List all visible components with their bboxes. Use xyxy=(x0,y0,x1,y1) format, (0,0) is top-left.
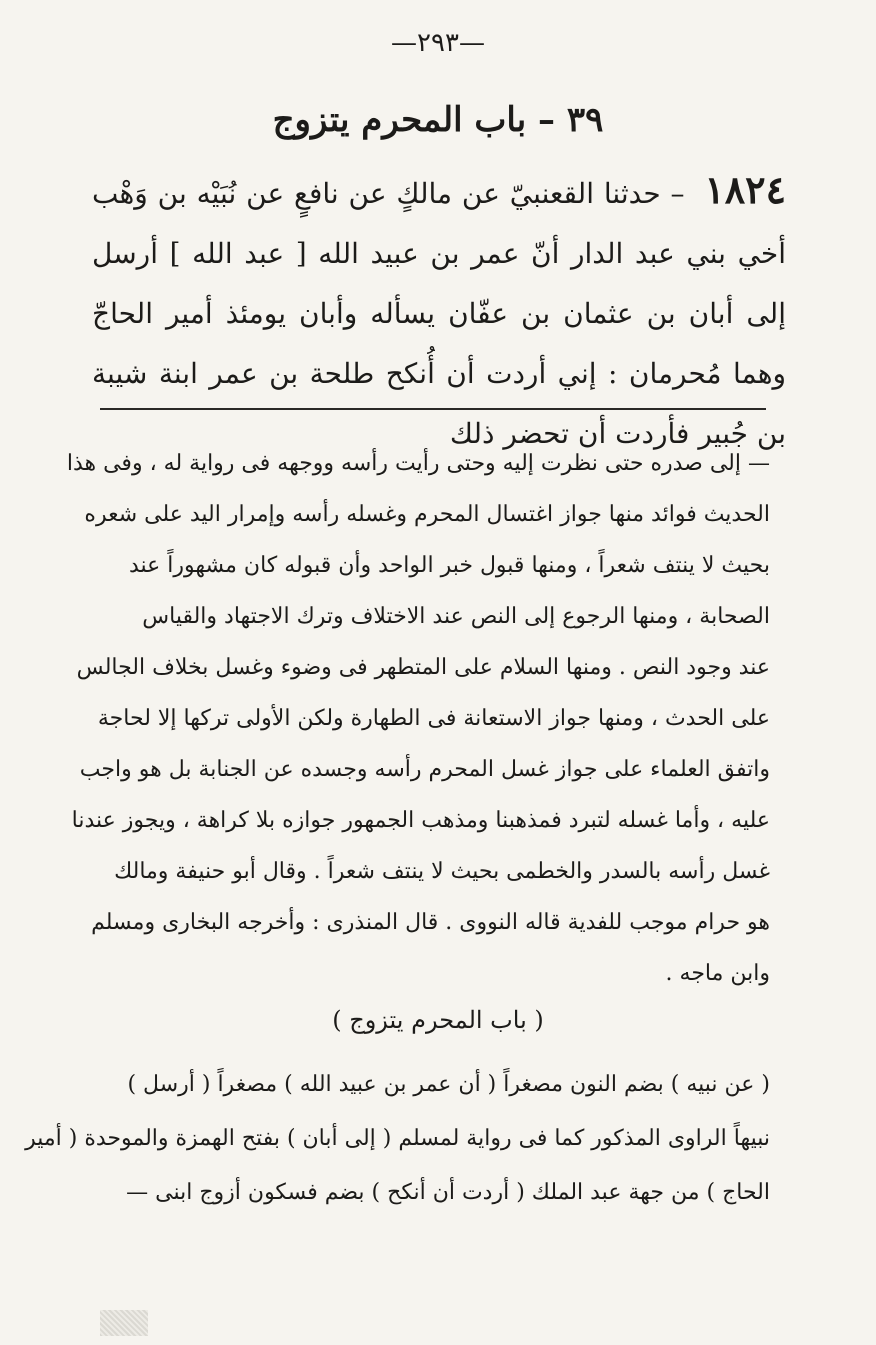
chapter-heading: ٣٩ – باب المحرم يتزوج xyxy=(272,100,604,140)
explanation-block xyxy=(25,1058,770,1220)
commentary-line: واتفق العلماء على جواز غسل المحرم رأسه وجسده عن الجنابة بل هو واجب xyxy=(79,757,770,782)
hadith-text: – حدثنا القعنبيّ عن مالكٍ عن نافعٍ عن نُبَيْه بن وَهْب أخي بني عبد الدار أنّ عمر بن عبيد الله [ عبد الله ] أرسل إلى أبان بن عثمان بن عفّان يسأله وأبان يومئذ أمير الحاجّ وهما مُحرمان : إني أردت أن أُنكح طلحة بن عمر ابنة شيبة بن جُبير فأردت أن تحضر ذلك xyxy=(92,177,786,450)
hadith-text-block xyxy=(92,160,786,464)
footnote-divider xyxy=(100,408,766,410)
commentary-line: عليه ، وأما غسله لتبرد فمذهبنا ومذهب الجمهور جوازه بلا كراهة ، ويجوز عندنا xyxy=(71,808,770,833)
commentary-line: غسل رأسه بالسدر والخطمى بحيث لا ينتف شعراً . وقال أبو حنيفة ومالك xyxy=(114,859,770,884)
commentary-block xyxy=(66,438,770,999)
commentary-line: وابن ماجه . xyxy=(665,961,770,986)
explanation-line: نبيهاً الراوى المذكور كما فى رواية لمسلم ( إلى أبان ) بفتح الهمزة والموحدة ( أمير xyxy=(25,1126,770,1151)
paper-smudge xyxy=(100,1310,148,1336)
section-heading: ( باب المحرم يتزوج ) xyxy=(332,1006,544,1034)
commentary-line: على الحدث ، ومنها جواز الاستعانة فى الطهارة ولكن الأولى تركها إلا لحاجة xyxy=(97,706,770,731)
commentary-line: الحديث فوائد منها جواز اغتسال المحرم وغسله رأسه وإمرار اليد على شعره xyxy=(84,502,770,527)
commentary-line: الصحابة ، ومنها الرجوع إلى النص عند الاختلاف وترك الاجتهاد والقياس xyxy=(142,604,770,629)
hadith-number: ١٨٢٤ xyxy=(704,167,786,212)
explanation-line: الحاج ) من جهة عبد الملك ( أردت أن أنكح ) بضم فسكون أزوج ابنى — xyxy=(126,1180,770,1205)
commentary-line: عند وجود النص . ومنها السلام على المتطهر فى وضوء وغسل بخلاف الجالس xyxy=(76,655,770,680)
explanation-line: ( عن نبيه ) بضم النون مصغراً ( أن عمر بن عبيد الله ) مصغراً ( أرسل ) xyxy=(127,1072,770,1097)
commentary-line: بحيث لا ينتف شعراً ، ومنها قبول خبر الواحد وأن قبوله كان مشهوراً عند xyxy=(128,553,770,578)
commentary-line: هو حرام موجب للفدية قاله النووى . قال المنذرى : وأخرجه البخارى ومسلم xyxy=(91,910,770,935)
page-number: —٢٩٣— xyxy=(391,28,485,58)
commentary-line: — إلى صدره حتى نظرت إليه وحتى رأيت رأسه ووجهه فى رواية له ، وفى هذا xyxy=(66,451,770,476)
